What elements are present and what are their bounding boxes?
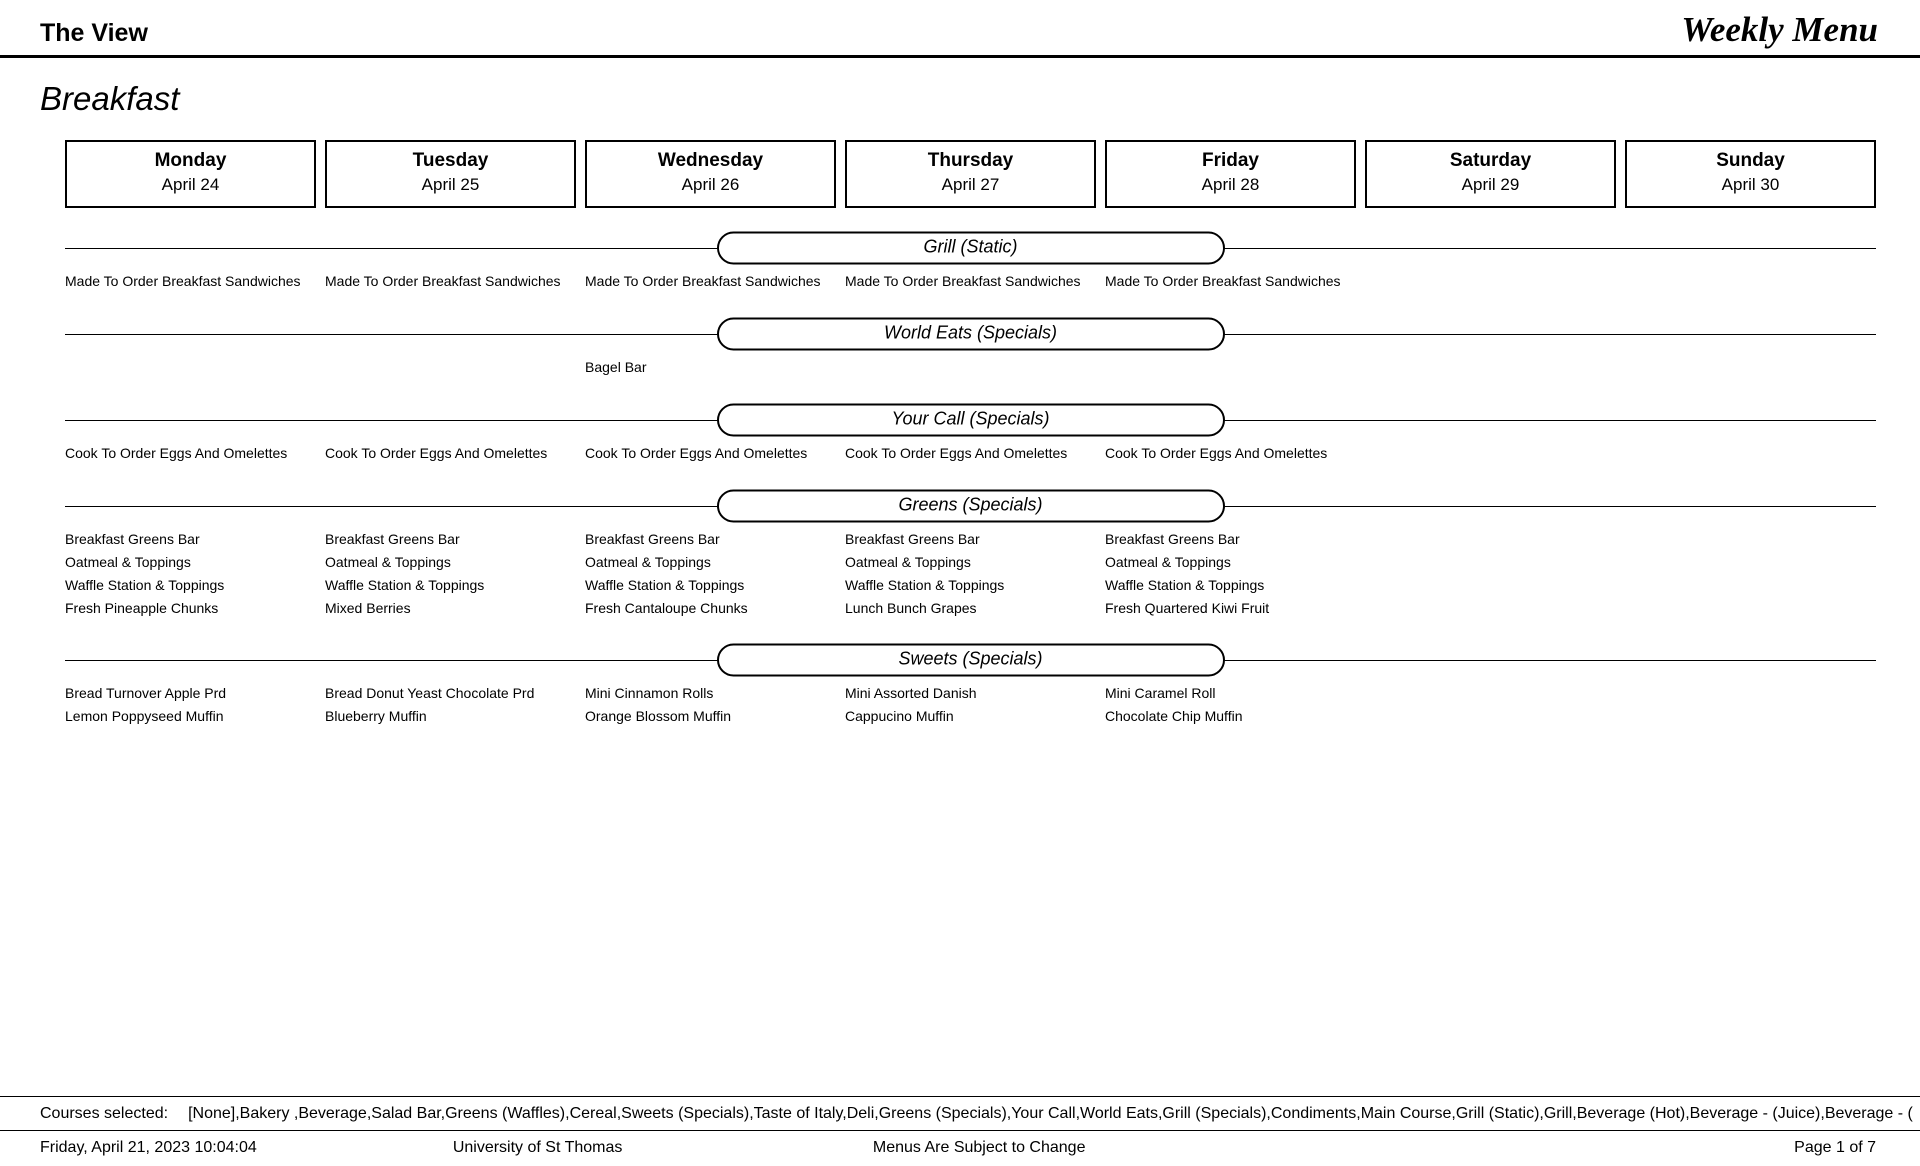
menu-item: Mixed Berries xyxy=(325,600,411,616)
day-column xyxy=(845,682,1096,728)
menu-item: Mini Cinnamon Rolls xyxy=(585,685,714,701)
menu-item: Waffle Station & Toppings xyxy=(1105,577,1265,593)
day-name: Saturday xyxy=(1449,150,1532,171)
day-column xyxy=(1365,270,1616,294)
day-column xyxy=(65,270,316,294)
menu-item: Bread Turnover Apple Prd xyxy=(65,685,227,701)
day-name: Friday xyxy=(1201,150,1260,171)
section-items-grid xyxy=(65,682,1876,728)
menu-item: Oatmeal & Toppings xyxy=(845,554,971,570)
day-date: April 29 xyxy=(1461,175,1520,194)
day-column xyxy=(585,356,836,380)
generated-datetime: Friday, April 21, 2023 10:04:04 xyxy=(40,1139,257,1156)
courses-selected-row xyxy=(0,1096,1920,1130)
menu-section xyxy=(65,230,1876,294)
section-items-grid xyxy=(65,528,1876,620)
day-column xyxy=(325,528,576,620)
menu-item: Lunch Bunch Grapes xyxy=(845,600,977,616)
menu-item: Bread Donut Yeast Chocolate Prd xyxy=(325,685,535,701)
menu-item: Mini Assorted Danish xyxy=(845,685,977,701)
section-title-pill: World Eats (Specials) xyxy=(717,318,1225,351)
day-header-thursday xyxy=(845,140,1096,208)
courses-selected-label: Courses selected: xyxy=(40,1105,169,1122)
page-header xyxy=(0,0,1920,58)
menu-item: Breakfast Greens Bar xyxy=(845,531,980,547)
section-title-pill: Grill (Static) xyxy=(717,232,1225,265)
menu-item: Made To Order Breakfast Sandwiches xyxy=(585,273,821,289)
venue-title: The View xyxy=(40,19,148,47)
document-title: Weekly Menu xyxy=(1681,10,1878,49)
day-column xyxy=(845,356,1096,380)
day-header-wednesday xyxy=(585,140,836,208)
day-date: April 25 xyxy=(421,175,480,194)
menu-item: Oatmeal & Toppings xyxy=(65,554,191,570)
section-items-grid xyxy=(65,270,1876,294)
day-header-saturday xyxy=(1365,140,1616,208)
menu-item: Waffle Station & Toppings xyxy=(65,577,225,593)
day-column xyxy=(1365,682,1616,728)
page-number: Page 1 of 7 xyxy=(1794,1139,1876,1156)
day-column xyxy=(1105,356,1356,380)
day-name: Monday xyxy=(154,150,227,171)
section-header xyxy=(65,402,1876,438)
day-column xyxy=(1625,528,1876,620)
menu-item: Breakfast Greens Bar xyxy=(1105,531,1240,547)
day-column xyxy=(1625,356,1876,380)
day-column xyxy=(1365,528,1616,620)
page-footer xyxy=(0,1130,1920,1166)
day-column xyxy=(1625,442,1876,466)
day-column xyxy=(65,528,316,620)
menu-item: Made To Order Breakfast Sandwiches xyxy=(325,273,561,289)
section-header xyxy=(65,488,1876,524)
menu-item: Oatmeal & Toppings xyxy=(325,554,451,570)
day-header-monday xyxy=(65,140,316,208)
menu-item: Oatmeal & Toppings xyxy=(1105,554,1231,570)
day-column xyxy=(845,270,1096,294)
section-title-pill: Your Call (Specials) xyxy=(717,404,1225,437)
day-name: Wednesday xyxy=(657,150,764,171)
day-column xyxy=(325,270,576,294)
day-column xyxy=(65,682,316,728)
menu-item: Cook To Order Eggs And Omelettes xyxy=(845,445,1068,461)
menu-item: Waffle Station & Toppings xyxy=(845,577,1005,593)
menu-item: Chocolate Chip Muffin xyxy=(1105,708,1243,724)
day-header-row xyxy=(65,140,1876,208)
menu-item: Cook To Order Eggs And Omelettes xyxy=(65,445,288,461)
day-date: April 26 xyxy=(681,175,740,194)
menu-item: Fresh Quartered Kiwi Fruit xyxy=(1105,600,1270,616)
courses-selected-list: [None],Bakery ,Beverage,Salad Bar,Greens (Waffles),Cereal,Sweets (Specials),Taste of Italy,Deli,Greens (Specials),Your Call,World Eats,Grill (Specials),Condiments,Main Course,Grill (Static),Grill,Beverage (Hot),Beverage - (Juice),Beverage - ( xyxy=(188,1105,1913,1122)
day-column xyxy=(325,442,576,466)
day-name: Thursday xyxy=(927,150,1014,171)
day-column xyxy=(1625,270,1876,294)
day-column xyxy=(1105,682,1356,728)
section-header xyxy=(65,642,1876,678)
menu-item: Cappucino Muffin xyxy=(845,708,954,724)
day-column xyxy=(325,356,576,380)
menu-item: Fresh Pineapple Chunks xyxy=(65,600,219,616)
section-title-pill: Greens (Specials) xyxy=(717,490,1225,523)
day-header-tuesday xyxy=(325,140,576,208)
menu-sections xyxy=(65,230,1876,728)
day-name: Sunday xyxy=(1716,150,1785,171)
section-title-pill: Sweets (Specials) xyxy=(717,644,1225,677)
day-date: April 28 xyxy=(1201,175,1260,194)
day-column xyxy=(585,442,836,466)
menu-item: Cook To Order Eggs And Omelettes xyxy=(1105,445,1328,461)
day-header-friday xyxy=(1105,140,1356,208)
menu-item: Made To Order Breakfast Sandwiches xyxy=(1105,273,1341,289)
day-column xyxy=(65,356,316,380)
menus-subject-to-change-notice: Menus Are Subject to Change xyxy=(872,1139,1086,1156)
menu-section xyxy=(65,316,1876,380)
menu-item: Breakfast Greens Bar xyxy=(325,531,460,547)
section-items-grid xyxy=(65,442,1876,466)
menu-item: Cook To Order Eggs And Omelettes xyxy=(585,445,808,461)
menu-section xyxy=(65,402,1876,466)
day-column xyxy=(65,442,316,466)
day-date: April 24 xyxy=(161,175,220,194)
day-column xyxy=(1625,682,1876,728)
menu-item: Cook To Order Eggs And Omelettes xyxy=(325,445,548,461)
menu-item: Made To Order Breakfast Sandwiches xyxy=(845,273,1081,289)
section-items-grid xyxy=(65,356,1876,380)
day-header-sunday xyxy=(1625,140,1876,208)
menu-body xyxy=(65,140,1876,728)
day-column xyxy=(1105,442,1356,466)
day-column xyxy=(585,528,836,620)
day-column xyxy=(1105,270,1356,294)
section-header xyxy=(65,230,1876,266)
day-column xyxy=(325,682,576,728)
menu-item: Blueberry Muffin xyxy=(325,708,427,724)
day-column xyxy=(585,270,836,294)
meal-title: Breakfast xyxy=(40,80,180,117)
day-date: April 30 xyxy=(1721,175,1780,194)
day-column xyxy=(1365,442,1616,466)
day-column xyxy=(1365,356,1616,380)
day-column xyxy=(845,442,1096,466)
menu-item: Breakfast Greens Bar xyxy=(585,531,720,547)
menu-item: Made To Order Breakfast Sandwiches xyxy=(65,273,301,289)
menu-item: Bagel Bar xyxy=(585,359,647,375)
day-column xyxy=(585,682,836,728)
menu-item: Orange Blossom Muffin xyxy=(585,708,732,724)
section-header xyxy=(65,316,1876,352)
menu-item: Waffle Station & Toppings xyxy=(585,577,745,593)
day-date: April 27 xyxy=(941,175,1000,194)
menu-section xyxy=(65,642,1876,728)
day-name: Tuesday xyxy=(412,150,489,171)
organization-name: University of St Thomas xyxy=(452,1139,623,1156)
day-column xyxy=(845,528,1096,620)
menu-item: Lemon Poppyseed Muffin xyxy=(65,708,224,724)
menu-section xyxy=(65,488,1876,620)
menu-item: Waffle Station & Toppings xyxy=(325,577,485,593)
menu-item: Breakfast Greens Bar xyxy=(65,531,200,547)
menu-item: Mini Caramel Roll xyxy=(1105,685,1216,701)
day-column xyxy=(1105,528,1356,620)
menu-item: Fresh Cantaloupe Chunks xyxy=(585,600,748,616)
menu-item: Oatmeal & Toppings xyxy=(585,554,711,570)
